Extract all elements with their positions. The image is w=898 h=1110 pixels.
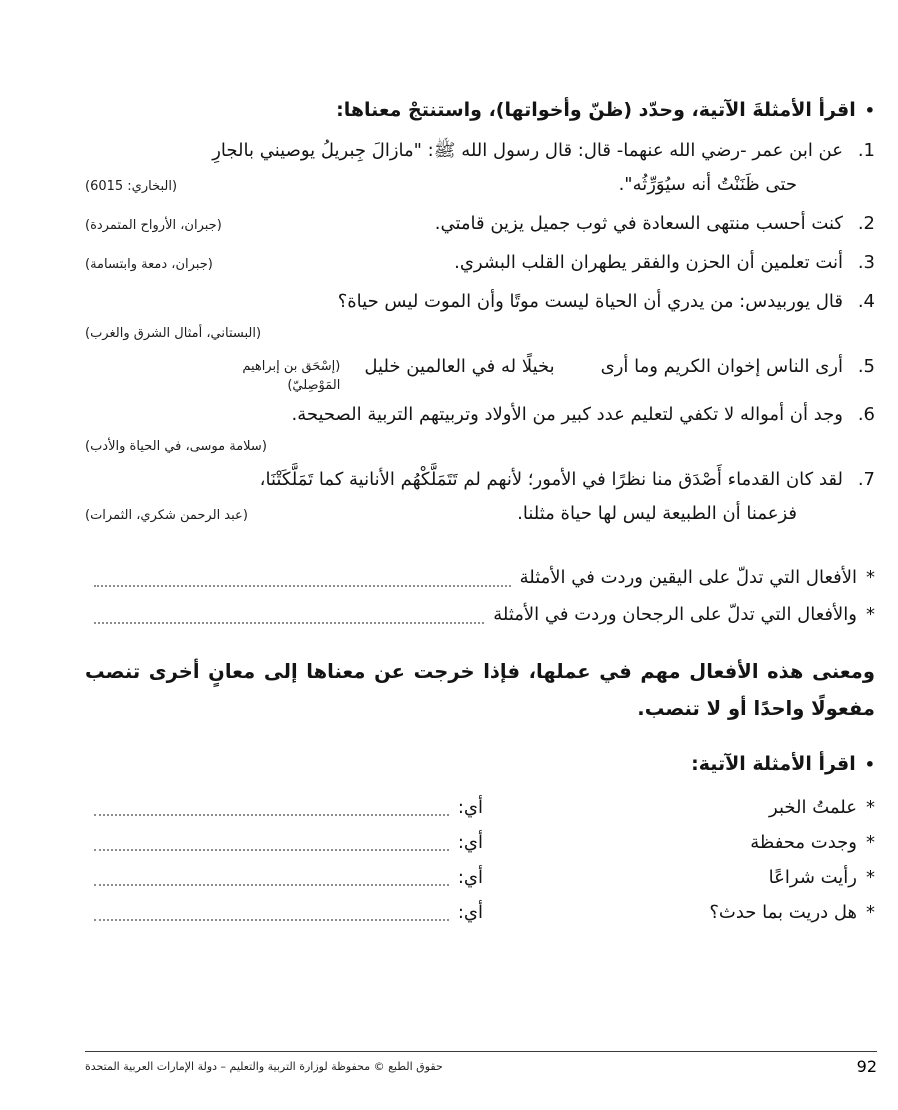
conclusion-label: والأفعال التي تدلّ على الرجحان وردت في الأمثلة xyxy=(493,604,857,625)
dotted-blank xyxy=(94,884,449,886)
dotted-blank xyxy=(94,585,511,587)
example-line-continued xyxy=(85,497,875,533)
example2-row-3 xyxy=(85,860,875,895)
example-item-1 xyxy=(85,134,875,204)
item-text: أنت تعلمين أن الحزن والفقر يطهران القلب البشري. xyxy=(454,252,843,273)
item-text: عن ابن عمر -رضي الله عنهما- قال: قال رسول الله ﷺ: "مازالَ جِبريلُ يوصيني بالجارِ xyxy=(212,140,843,161)
asterisk-marker: * xyxy=(866,567,875,588)
dotted-blank xyxy=(94,814,449,816)
source-line xyxy=(85,319,875,347)
item-source: (إسْحَق بن إبراهيم المَوْصِليّ) xyxy=(242,359,341,393)
ay-label: أي: xyxy=(457,902,483,923)
ay-label: أي: xyxy=(457,832,483,853)
item-number: 1. xyxy=(857,140,875,161)
asterisk-marker: * xyxy=(866,797,875,818)
dotted-blank xyxy=(94,849,449,851)
example2-text-cell xyxy=(487,790,875,825)
dotted-blank xyxy=(94,622,484,624)
item-text: لقد كان القدماء أَصْدَق منا نظرًا في الأمور؛ لأنهم لم تَتَمَلَّكْهُم الأنانية كما تَمَلَّكَتْنَا، xyxy=(259,469,843,490)
example2-label: علمتُ الخبر xyxy=(769,797,857,818)
asterisk-marker: * xyxy=(866,832,875,853)
example-line xyxy=(85,207,875,243)
example2-row-1 xyxy=(85,790,875,825)
item-number: 3. xyxy=(857,252,875,273)
example-item-7 xyxy=(85,463,875,533)
example2-text-cell xyxy=(487,825,875,860)
example-item-5 xyxy=(85,350,875,395)
item-source: (جبران، دمعة وابتسامة) xyxy=(85,257,213,272)
section2-heading-row xyxy=(85,749,875,780)
item-number: 2. xyxy=(857,213,875,234)
examples-list xyxy=(85,134,875,533)
item-source: (البخاري: 6015) xyxy=(85,179,178,194)
item-source: (البستاني، أمثال الشرق والغرب) xyxy=(85,326,262,341)
example-item-3 xyxy=(85,246,875,282)
example2-text-cell xyxy=(487,895,875,930)
note-paragraph: ومعنى هذه الأفعال مهم في عملها، فإذا خرجت عن معناها إلى معانٍ أخرى تنصب مفعولًا واحدًا أو لا تنصب. xyxy=(85,660,875,720)
asterisk-marker: * xyxy=(866,867,875,888)
poem-hemistich-2: بخيلًا له في العالمين خليل xyxy=(364,356,555,377)
example-item-6 xyxy=(85,398,875,460)
example2-row-4 xyxy=(85,895,875,930)
ay-label: أي: xyxy=(457,867,483,888)
poetry-line xyxy=(85,350,875,395)
item-text-continued: فزعمنا أن الطبيعة ليس لها حياة مثلنا. xyxy=(517,503,797,524)
conclusions-block xyxy=(85,559,875,633)
section1-heading: اقرأ الأمثلةَ الآتية، وحدّد (ظنّ وأخواتها)، واستنتجْ معناها: xyxy=(336,99,856,121)
section1-heading-row xyxy=(85,95,875,126)
source-line xyxy=(85,432,875,460)
item-text: كنت أحسب منتهى السعادة في ثوب جميل يزين قامتي. xyxy=(434,213,843,234)
example-line xyxy=(85,134,875,168)
item-number: 6. xyxy=(857,404,875,425)
bullet-icon: • xyxy=(864,101,875,120)
item-number: 5. xyxy=(857,356,875,377)
dotted-blank xyxy=(94,919,449,921)
conclusion-row-certainty xyxy=(85,559,875,596)
example-line xyxy=(85,398,875,432)
example2-row-2 xyxy=(85,825,875,860)
asterisk-marker: * xyxy=(866,902,875,923)
example-line xyxy=(85,463,875,497)
item-text: وجد أن أمواله لا تكفي لتعليم عدد كبير من الأولاد وتربيتهم التربية الصحيحة. xyxy=(291,404,843,425)
conclusion-row-probability xyxy=(85,596,875,633)
poem-hemistich-1: أرى الناس إخوان الكريم وما أرى xyxy=(600,356,843,377)
item-source: (سلامة موسى، في الحياة والأدب) xyxy=(85,439,267,454)
item-text-continued: حتى ظَنَنْتُ أنه سيُوَرِّثُه". xyxy=(618,174,797,195)
item-number: 4. xyxy=(857,291,875,312)
conclusion-label: الأفعال التي تدلّ على اليقين وردت في الأمثلة xyxy=(519,567,857,588)
copyright-text: حقوق الطبع © محفوظة لوزارة التربية والتعليم – دولة الإمارات العربية المتحدة xyxy=(85,1060,443,1073)
examples2-list xyxy=(85,790,875,930)
section2 xyxy=(85,749,875,930)
example2-label: هل دريت بما حدث؟ xyxy=(709,902,857,923)
page-number: 92 xyxy=(856,1057,877,1076)
example-item-2 xyxy=(85,207,875,243)
item-text: قال يوربيدس: من يدري أن الحياة ليست موتًا وأن الموت ليس حياة؟ xyxy=(337,291,843,312)
bullet-icon: • xyxy=(864,755,875,774)
asterisk-marker: * xyxy=(866,604,875,625)
page-footer xyxy=(85,1051,877,1076)
example-item-4 xyxy=(85,285,875,347)
item-source: (عبد الرحمن شكري، الثمرات) xyxy=(85,508,248,523)
example2-label: وجدت محفظة xyxy=(750,832,857,853)
ay-label: أي: xyxy=(457,797,483,818)
example-line xyxy=(85,285,875,319)
example2-text-cell xyxy=(487,860,875,895)
item-source: (جبران، الأرواح المتمردة) xyxy=(85,218,222,233)
item-number: 7. xyxy=(857,469,875,490)
example-line-continued xyxy=(85,168,875,204)
example2-label: رأيت شراعًا xyxy=(768,867,857,888)
section2-heading: اقرأ الأمثلة الآتية: xyxy=(691,753,856,775)
example-line xyxy=(85,246,875,282)
